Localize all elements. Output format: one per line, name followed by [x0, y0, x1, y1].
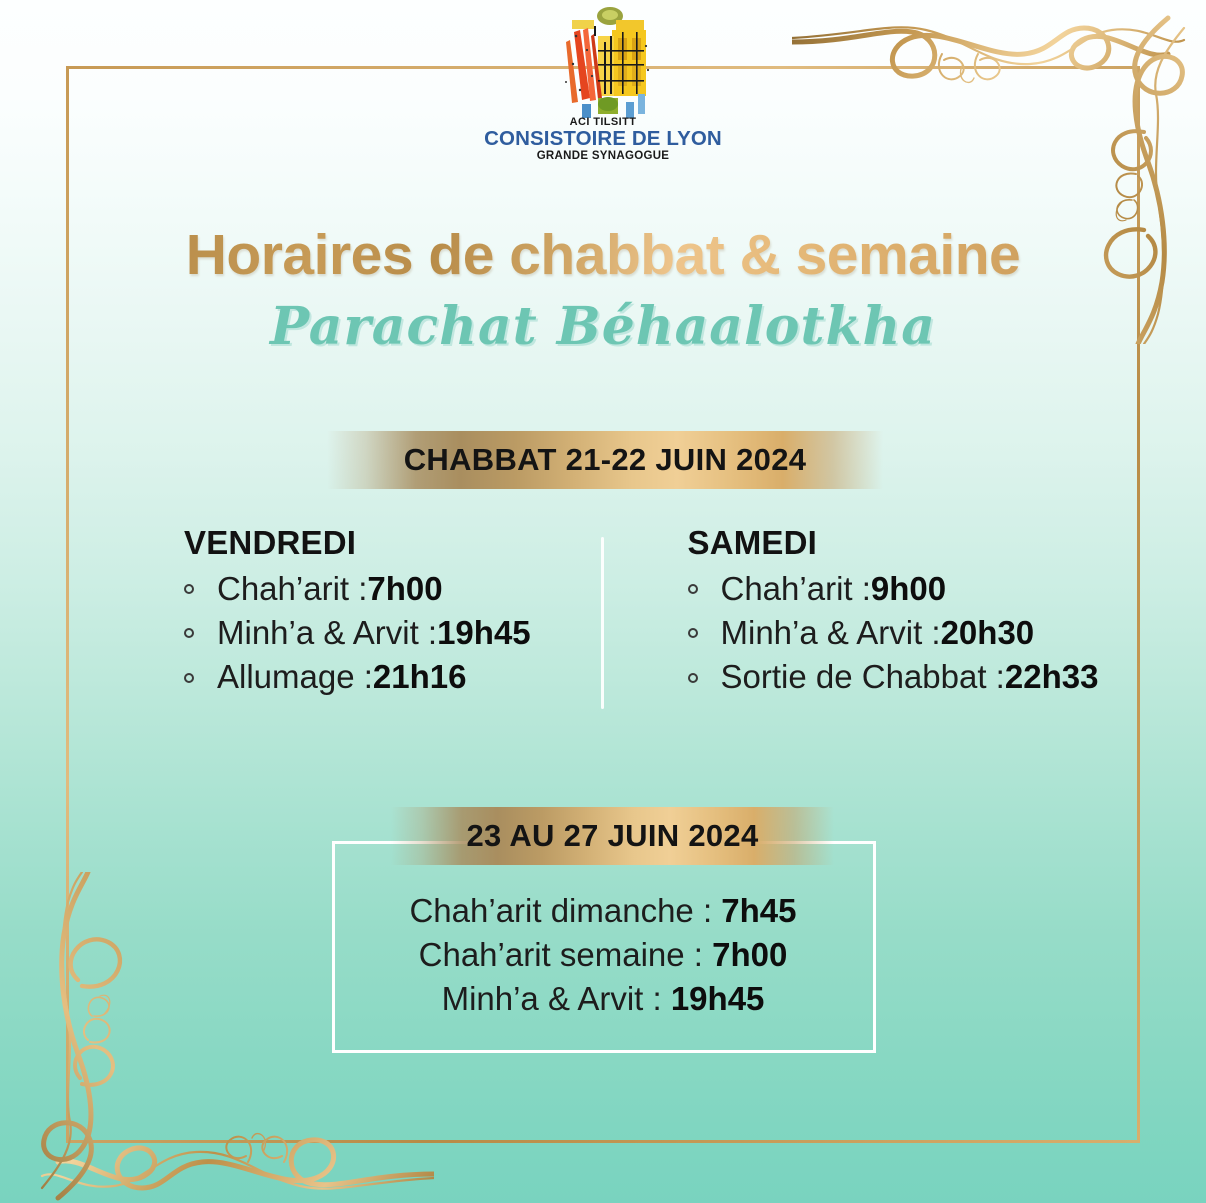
time-label: Chah’arit dimanche : [409, 892, 722, 929]
time-value: 19h45 [670, 979, 765, 1017]
time-value: 7h45 [721, 892, 797, 929]
times-list-samedi [688, 567, 1141, 700]
bullet-circle-icon [184, 584, 194, 594]
organization-logo [0, 6, 1206, 162]
list-item [184, 655, 637, 699]
bullet-circle-icon [688, 628, 698, 638]
time-value: 7h00 [712, 935, 788, 973]
logo-line-consistoire: CONSISTOIRE DE LYON [484, 127, 722, 150]
time-value: 7h00 [367, 570, 443, 607]
chabbat-date-banner: CHABBAT 21-22 JUIN 2024 [327, 431, 883, 489]
bullet-circle-icon [184, 628, 194, 638]
list-item [688, 611, 1141, 655]
list-item [0, 933, 1206, 977]
time-value: 22h33 [1004, 658, 1099, 696]
bullet-circle-icon [688, 584, 698, 594]
schedule-column-vendredi [66, 524, 637, 700]
weekday-times-list [0, 889, 1206, 1021]
logo-line-aci-tilsitt: ACI TILSITT [569, 116, 637, 128]
bullet-circle-icon [184, 673, 194, 683]
list-item [184, 567, 637, 611]
day-heading-vendredi: VENDREDI [184, 524, 357, 561]
day-heading-samedi: SAMEDI [687, 524, 818, 561]
list-item [688, 655, 1141, 699]
schedule-column-samedi [637, 524, 1141, 700]
time-label: Chah’arit : [720, 570, 871, 607]
grande-synagogue-illustration-icon [554, 6, 652, 121]
time-value: 19h45 [437, 614, 531, 652]
bullet-circle-icon [688, 673, 698, 683]
time-label: Chah’arit : [217, 570, 368, 607]
time-value: 9h00 [870, 570, 947, 607]
time-label: Chah’arit semaine : [418, 935, 713, 973]
list-item [688, 567, 1141, 611]
time-label: Minh’a & Arvit : [441, 979, 671, 1017]
time-value: 20h30 [940, 614, 1035, 652]
time-value: 21h16 [372, 658, 467, 696]
times-list-vendredi [184, 567, 637, 700]
list-item [184, 611, 637, 655]
time-label: Allumage : [217, 658, 373, 696]
list-item [0, 889, 1206, 933]
time-label: Sortie de Chabbat : [720, 658, 1005, 696]
weekday-date-banner: 23 AU 27 JUIN 2024 [391, 807, 834, 865]
column-divider [601, 537, 604, 709]
list-item [0, 977, 1206, 1021]
logo-line-grande-synagogue: GRANDE SYNAGOGUE [536, 149, 670, 162]
page-title: Horaires de chabbat & semaine [0, 222, 1206, 288]
time-label: Minh’a & Arvit : [720, 614, 941, 652]
parasha-subtitle: Parachat Béhaalotkha [270, 296, 936, 357]
time-label: Minh’a & Arvit : [217, 614, 438, 652]
